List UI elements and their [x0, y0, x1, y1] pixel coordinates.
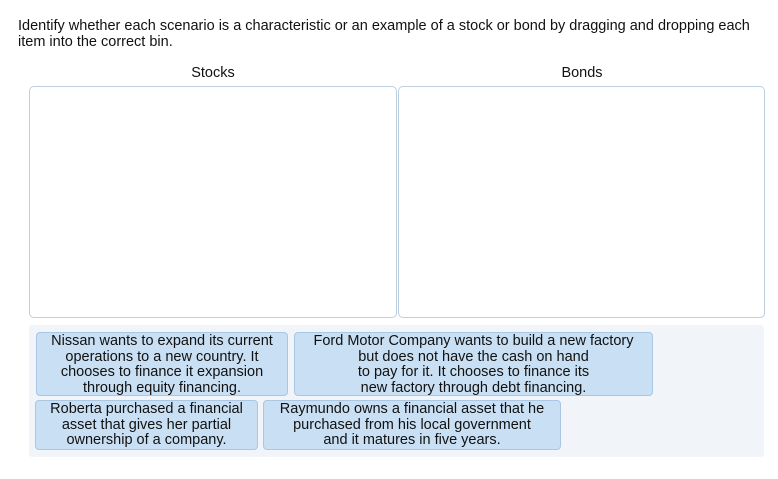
item-tray[interactable]	[29, 325, 764, 457]
bonds-bin[interactable]	[398, 86, 765, 318]
stocks-bin-label: Stocks	[191, 65, 235, 81]
bonds-bin-label: Bonds	[561, 65, 603, 81]
stocks-bin[interactable]	[29, 86, 397, 318]
draggable-item-nissan[interactable]: Nissan wants to expand its current operations to a new country. It chooses to finance it expansion through equity financing.	[36, 332, 288, 396]
instructions-text: Identify whether each scenario is a characteristic or an example of a stock or bond by dragging and dropping each item into the correct bin.	[18, 18, 750, 50]
draggable-item-raymundo[interactable]: Raymundo owns a financial asset that he purchased from his local government and it matures in five years.	[263, 400, 561, 450]
draggable-item-roberta[interactable]: Roberta purchased a financial asset that gives her partial ownership of a company.	[35, 400, 258, 450]
draggable-item-ford[interactable]: Ford Motor Company wants to build a new factory but does not have the cash on hand to pay for it. It chooses to finance its new factory through debt financing.	[294, 332, 653, 396]
